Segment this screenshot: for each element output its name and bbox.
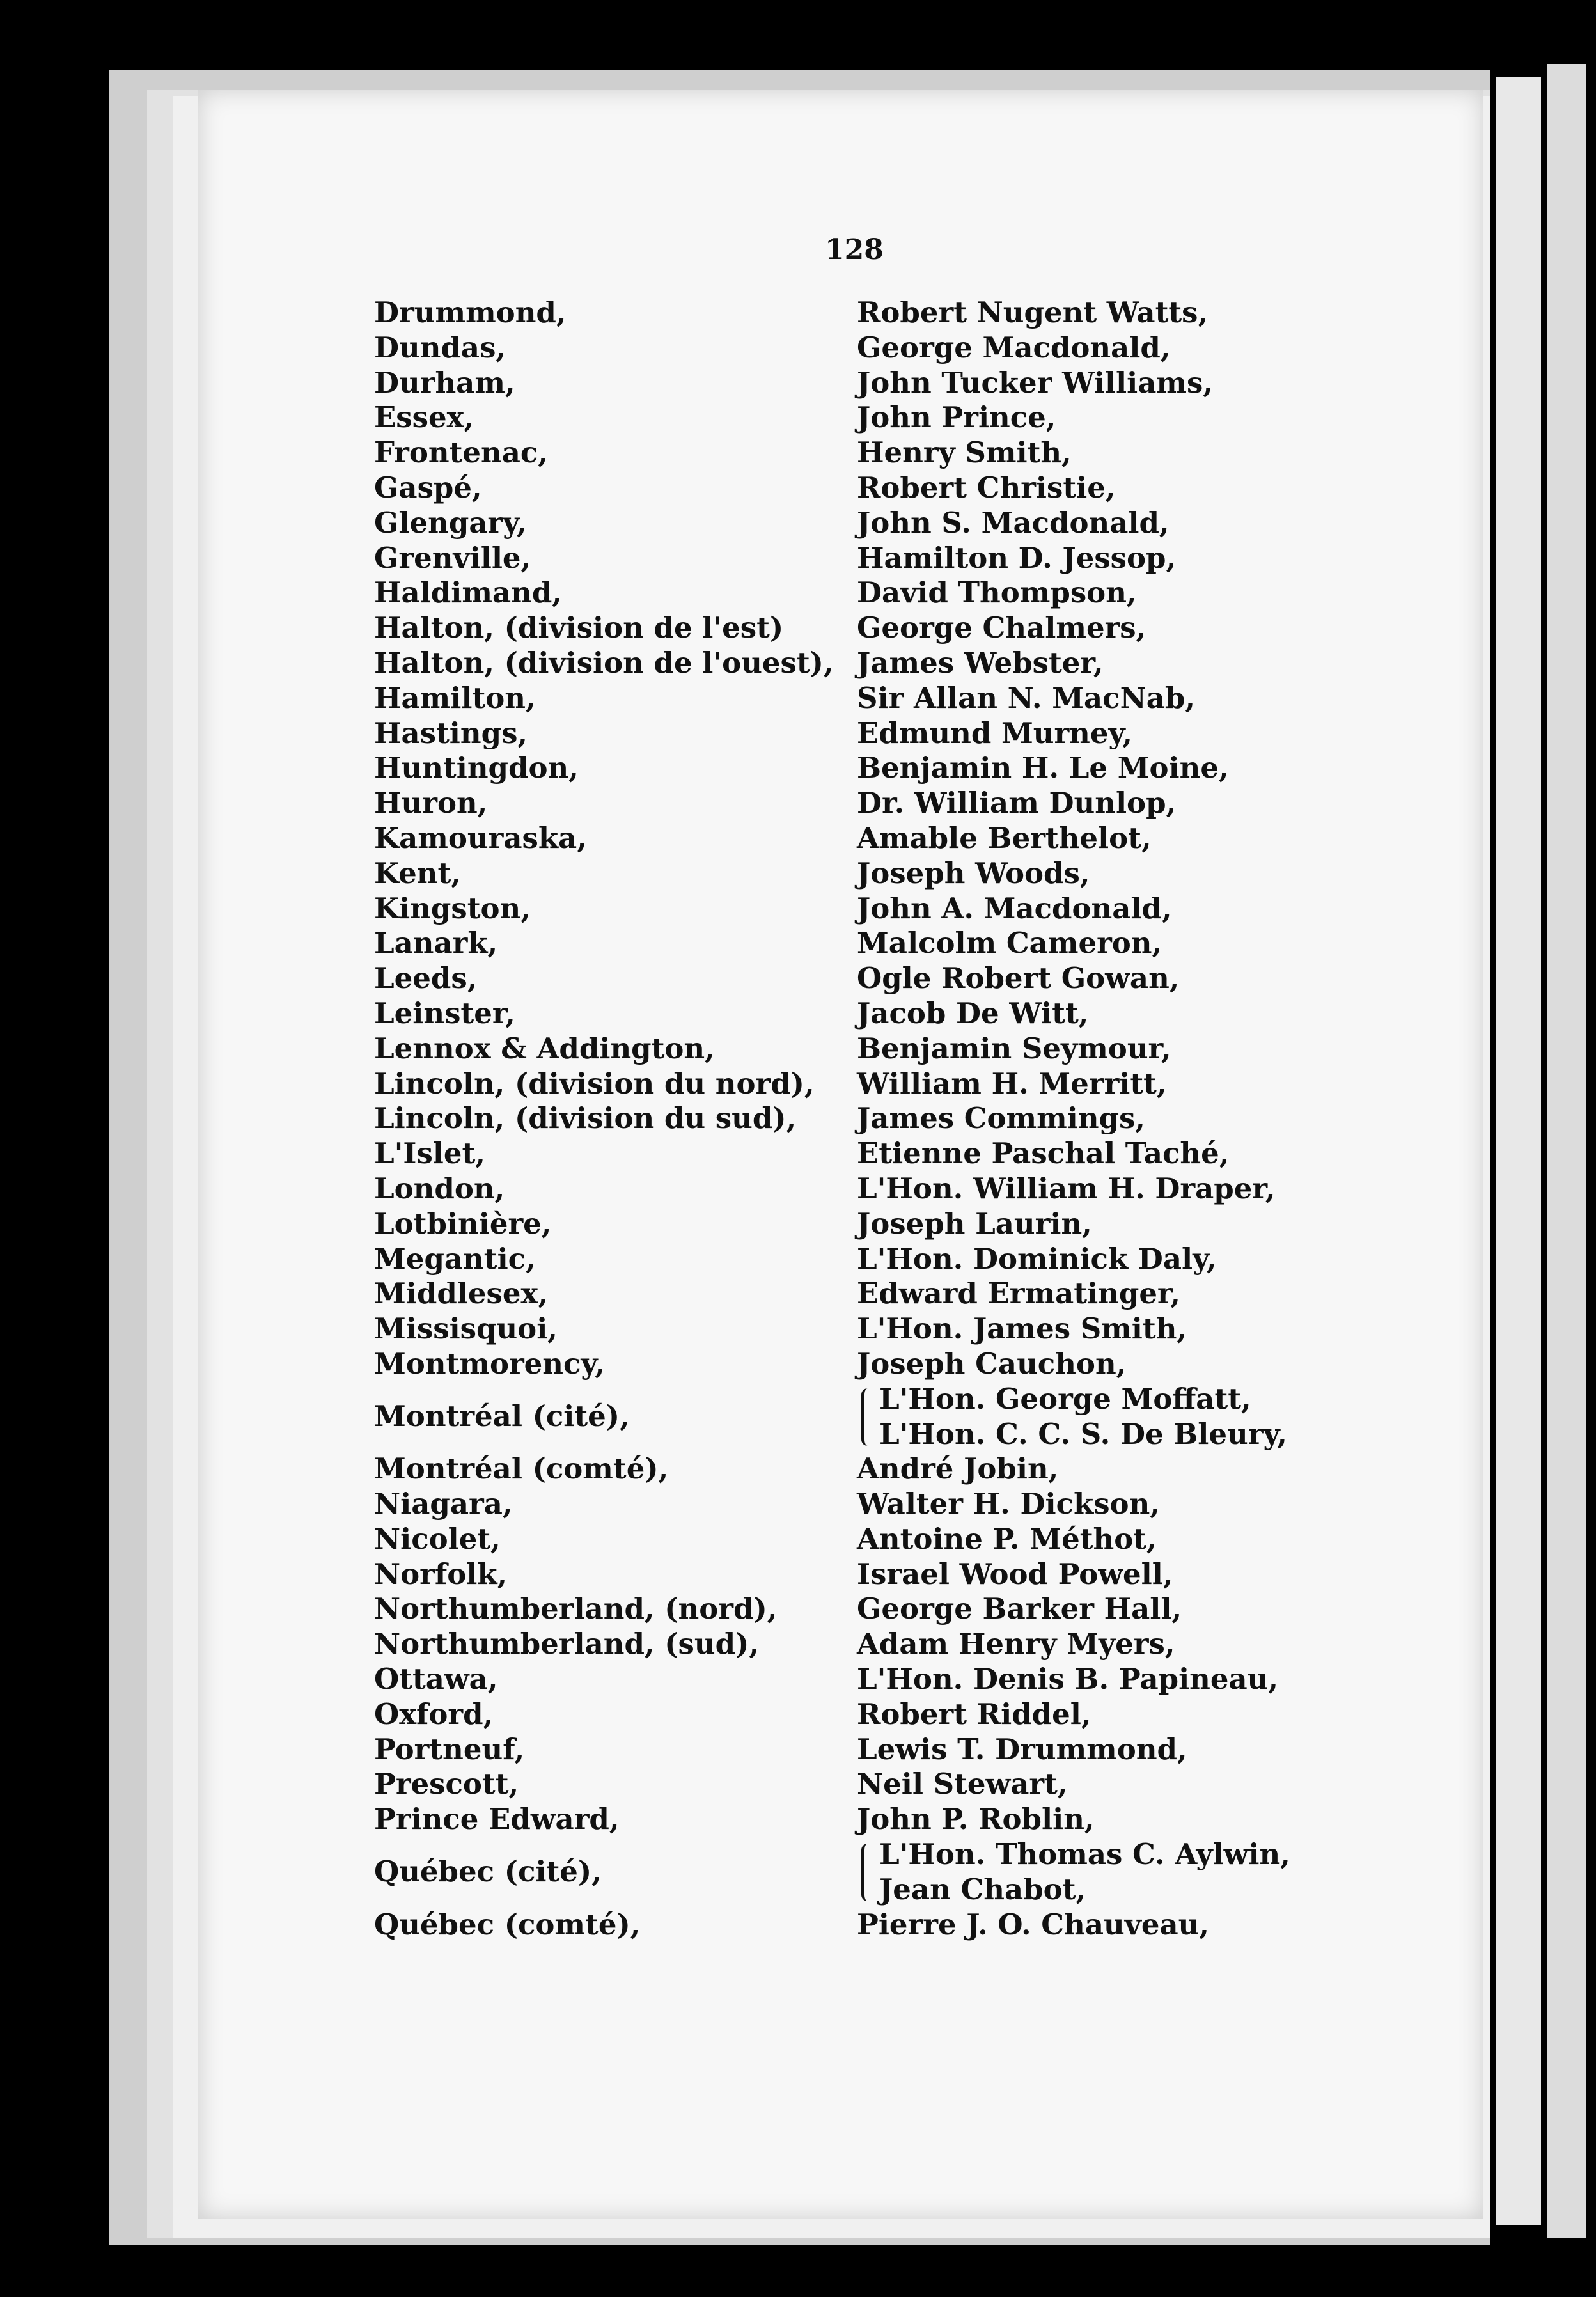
facing-page-strip-outer: [1547, 64, 1586, 2238]
county-name: Prescott,: [374, 1767, 519, 1801]
county-name: Prince Edward,: [374, 1802, 620, 1837]
member-name: George Chalmers,: [857, 611, 1146, 645]
list-item: [374, 506, 1397, 541]
list-item: [374, 1031, 1397, 1067]
member-name: George Barker Hall,: [857, 1592, 1182, 1626]
county-name: Leeds,: [374, 961, 478, 996]
county-name: Durham,: [374, 365, 515, 400]
list-item: [374, 1207, 1397, 1242]
list-item: [374, 1312, 1397, 1347]
list-item: [374, 1627, 1397, 1662]
member-name: Robert Riddel,: [857, 1697, 1091, 1731]
list-item: [374, 681, 1397, 716]
county-name: Québec (comté),: [374, 1907, 641, 1941]
member-name: Joseph Woods,: [857, 856, 1090, 890]
list-item: [374, 400, 1397, 435]
county-name: Lanark,: [374, 926, 498, 960]
member-name: Etienne Paschal Taché,: [857, 1136, 1230, 1171]
county-name: Halton, (division de l'est): [374, 611, 784, 645]
list-item: [374, 1732, 1397, 1768]
county-name: Halton, (division de l'ouest),: [374, 645, 834, 680]
list-item: [374, 1452, 1397, 1487]
member-name: Neil Stewart,: [857, 1767, 1068, 1801]
county-name: Northumberland, (nord),: [374, 1592, 778, 1626]
brace-icon: [861, 1388, 873, 1446]
member-name: L'Hon. James Smith,: [857, 1312, 1187, 1346]
member-name: Benjamin Seymour,: [857, 1031, 1171, 1065]
member-name: John S. Macdonald,: [857, 505, 1170, 540]
member-name: Lewis T. Drummond,: [857, 1732, 1187, 1766]
list-item: [374, 331, 1397, 366]
county-name: Grenville,: [374, 540, 531, 575]
county-name: Lincoln, (division du sud),: [374, 1101, 797, 1136]
list-item: [374, 1136, 1397, 1172]
member-name: David Thompson,: [857, 576, 1137, 610]
list-item: [374, 751, 1397, 786]
list-item: [374, 1101, 1397, 1136]
county-name: Ottawa,: [374, 1662, 498, 1697]
member-name: Ogle Robert Gowan,: [857, 961, 1180, 996]
county-name: Missisquoi,: [374, 1312, 558, 1346]
brace-icon: [861, 1844, 873, 1901]
county-name: Middlesex,: [374, 1276, 549, 1311]
county-name: Montmorency,: [374, 1346, 605, 1381]
county-name: Drummond,: [374, 295, 567, 329]
county-name: Norfolk,: [374, 1556, 508, 1591]
list-item: [374, 1347, 1397, 1382]
member-name: John P. Roblin,: [857, 1802, 1095, 1837]
member-name: L'Hon. George Moffatt,: [879, 1381, 1251, 1416]
list-item: [374, 1662, 1397, 1697]
county-name: Montréal (cité),: [374, 1399, 630, 1434]
county-name: Québec (cité),: [374, 1854, 602, 1889]
list-item: [374, 891, 1397, 927]
list-item: [374, 366, 1397, 401]
list-item: [374, 856, 1397, 891]
list-item: [374, 295, 1397, 331]
member-name: Benjamin H. Le Moine,: [857, 751, 1229, 785]
list-item-double: [374, 1382, 1397, 1452]
member-name: L'Hon. Dominick Daly,: [857, 1241, 1217, 1276]
county-name: Leinster,: [374, 996, 515, 1030]
facing-page-strip: [1496, 77, 1541, 2225]
list-item: [374, 1172, 1397, 1207]
list-item: [374, 1487, 1397, 1522]
list-item: [374, 1767, 1397, 1802]
county-name: Northumberland, (sud),: [374, 1627, 760, 1661]
member-name: André Jobin,: [857, 1452, 1059, 1486]
member-name: Malcolm Cameron,: [857, 926, 1162, 960]
page-number: 128: [825, 233, 884, 266]
member-name: Adam Henry Myers,: [857, 1627, 1175, 1661]
list-item-double: [374, 1837, 1397, 1908]
list-item: [374, 996, 1397, 1031]
county-name: Frontenac,: [374, 435, 548, 470]
list-item: [374, 435, 1397, 471]
list-item: [374, 1276, 1397, 1312]
list-item: [374, 541, 1397, 576]
county-name: Huntingdon,: [374, 751, 579, 785]
list-item: [374, 1242, 1397, 1277]
list-item: [374, 1908, 1397, 1943]
county-name: Lincoln, (division du nord),: [374, 1066, 815, 1101]
county-name: Kamouraska,: [374, 820, 587, 855]
member-name: L'Hon. William H. Draper,: [857, 1171, 1276, 1205]
member-list: [374, 295, 1397, 1942]
county-name: Oxford,: [374, 1697, 494, 1731]
member-name: Hamilton D. Jessop,: [857, 540, 1177, 575]
list-item: [374, 786, 1397, 821]
member-name: Israel Wood Powell,: [857, 1556, 1173, 1591]
list-item: [374, 471, 1397, 506]
county-name: Gaspé,: [374, 470, 482, 505]
county-name: Nicolet,: [374, 1521, 501, 1556]
list-item: [374, 1522, 1397, 1557]
member-name: Edmund Murney,: [857, 716, 1133, 750]
member-name: William H. Merritt,: [857, 1066, 1167, 1101]
list-item: [374, 1802, 1397, 1837]
member-name: Antoine P. Méthot,: [857, 1521, 1157, 1556]
county-name: Kent,: [374, 856, 461, 890]
county-name: Huron,: [374, 786, 488, 820]
county-name: Montréal (comté),: [374, 1452, 669, 1486]
member-name: L'Hon. Thomas C. Aylwin,: [879, 1837, 1290, 1872]
member-name: Amable Berthelot,: [857, 820, 1152, 855]
county-name: Lotbinière,: [374, 1206, 552, 1241]
county-name: London,: [374, 1171, 505, 1205]
member-name: Joseph Cauchon,: [857, 1346, 1127, 1381]
county-name: L'Islet,: [374, 1136, 485, 1171]
member-name: John Tucker Williams,: [857, 365, 1213, 400]
county-name: Hamilton,: [374, 680, 536, 715]
member-name: Sir Allan N. MacNab,: [857, 680, 1195, 715]
member-name: Joseph Laurin,: [857, 1206, 1092, 1241]
county-name: Portneuf,: [374, 1732, 525, 1766]
list-item: [374, 1697, 1397, 1732]
county-name: Lennox & Addington,: [374, 1031, 715, 1065]
list-item: [374, 926, 1397, 961]
county-name: Essex,: [374, 400, 474, 435]
county-name: Hastings,: [374, 716, 528, 750]
member-name: John A. Macdonald,: [857, 891, 1172, 925]
county-name: Niagara,: [374, 1487, 513, 1521]
list-item: [374, 821, 1397, 856]
list-item: [374, 646, 1397, 681]
member-name: Henry Smith,: [857, 435, 1072, 470]
county-name: Haldimand,: [374, 576, 562, 610]
member-name: Jean Chabot,: [879, 1872, 1086, 1906]
list-item: [374, 576, 1397, 611]
member-name: L'Hon. C. C. S. De Bleury,: [879, 1416, 1287, 1451]
member-name: L'Hon. Denis B. Papineau,: [857, 1662, 1279, 1697]
list-item: [374, 1067, 1397, 1102]
member-name: Dr. William Dunlop,: [857, 786, 1177, 820]
member-name: Edward Ermatinger,: [857, 1276, 1181, 1311]
member-name: George Macdonald,: [857, 330, 1171, 365]
member-name: James Webster,: [857, 645, 1104, 680]
list-item: [374, 961, 1397, 996]
county-name: Glengary,: [374, 505, 527, 540]
member-name: Robert Nugent Watts,: [857, 295, 1209, 329]
county-name: Dundas,: [374, 330, 506, 365]
list-item: [374, 1592, 1397, 1627]
list-item: [374, 716, 1397, 751]
member-name: Robert Christie,: [857, 470, 1116, 505]
member-name: Pierre J. O. Chauveau,: [857, 1907, 1210, 1941]
member-name: James Commings,: [857, 1101, 1146, 1136]
county-name: Megantic,: [374, 1241, 536, 1276]
member-name: Jacob De Witt,: [857, 996, 1089, 1030]
member-name: John Prince,: [857, 400, 1056, 435]
list-item: [374, 611, 1397, 646]
county-name: Kingston,: [374, 891, 531, 925]
member-name: Walter H. Dickson,: [857, 1487, 1160, 1521]
list-item: [374, 1557, 1397, 1592]
